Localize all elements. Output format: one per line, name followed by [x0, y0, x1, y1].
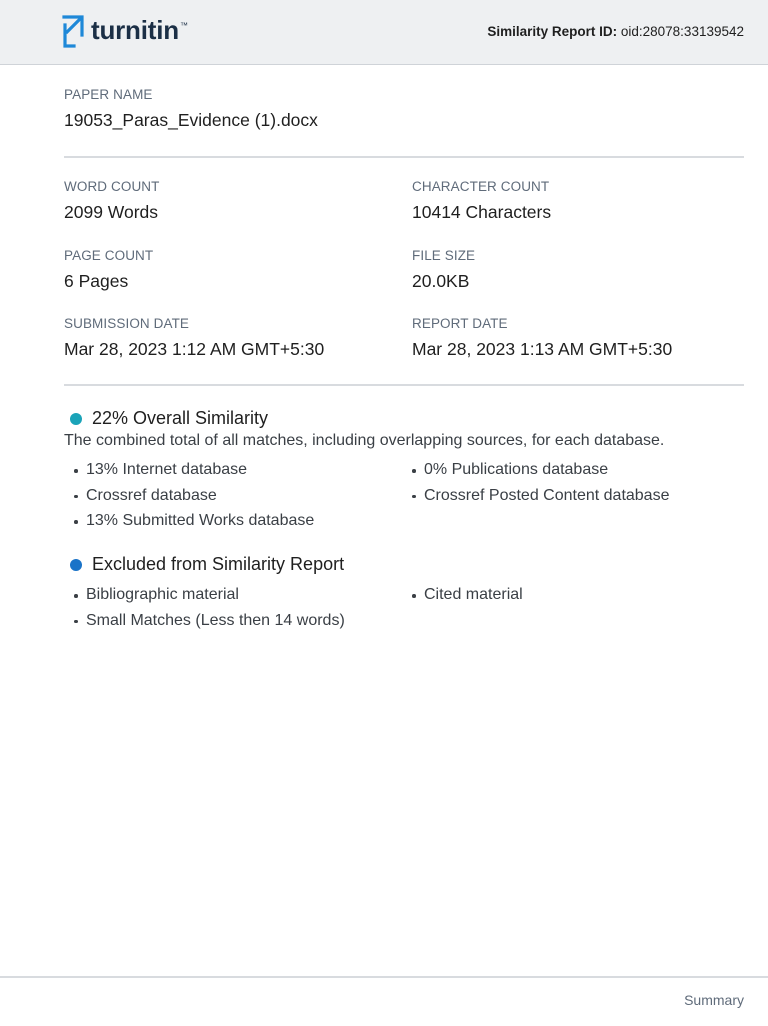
turnitin-logo [62, 13, 188, 49]
excluded-items-left [64, 586, 345, 637]
similarity-report-id [487, 24, 744, 39]
overall-similarity-title: 22% Overall Similarity [92, 408, 269, 428]
report-date-label: REPORT DATE [412, 316, 508, 331]
character-count-value: 10414 Characters [412, 202, 552, 222]
list-item: Crossref database [64, 487, 314, 513]
excluded-title: Excluded from Similarity Report [92, 554, 345, 574]
similarity-sources-left [64, 461, 314, 538]
page-count-label: PAGE COUNT [64, 248, 154, 263]
page-count-value: 6 Pages [64, 271, 129, 291]
list-item: 13% Submitted Works database [64, 512, 314, 538]
list-item: Crossref Posted Content database [402, 487, 669, 513]
report-id-value: oid:28078:33139542 [620, 24, 744, 39]
list-item: Small Matches (Less then 14 words) [64, 612, 345, 638]
report-id-label: Similarity Report ID: [487, 24, 618, 39]
logo-trademark: ™ [179, 20, 188, 30]
report-header [0, 0, 768, 65]
list-item: 13% Internet database [64, 461, 314, 487]
file-size-value: 20.0KB [412, 271, 470, 291]
submission-date-label: SUBMISSION DATE [64, 316, 190, 331]
list-item: 0% Publications database [402, 461, 669, 487]
paper-name-value: 19053_Paras_Evidence (1).docx [64, 110, 318, 130]
character-count-label: CHARACTER COUNT [412, 179, 550, 194]
list-item: Bibliographic material [64, 586, 345, 612]
submission-date-field [64, 316, 324, 360]
file-size-field [412, 248, 475, 292]
report-date-value: Mar 28, 2023 1:13 AM GMT+5:30 [412, 339, 673, 359]
word-count-label: WORD COUNT [64, 179, 160, 194]
divider [64, 384, 744, 386]
report-date-field [412, 316, 672, 360]
footer-summary-label: Summary [684, 992, 744, 1008]
submission-date-value: Mar 28, 2023 1:12 AM GMT+5:30 [64, 339, 325, 359]
similarity-description: The combined total of all matches, including overlapping sources, for each database. [64, 432, 665, 449]
excluded-dot-icon [70, 559, 82, 571]
excluded-items-right [402, 586, 523, 612]
page-count-field [64, 248, 153, 292]
character-count-field [412, 179, 551, 223]
similarity-sources-right [402, 461, 669, 512]
logo-wordmark: turnitin [91, 14, 179, 45]
file-size-label: FILE SIZE [412, 248, 476, 263]
divider [64, 156, 744, 158]
list-item: Cited material [402, 586, 523, 612]
overall-similarity-heading [70, 408, 268, 429]
turnitin-logo-icon [62, 13, 86, 49]
similarity-dot-icon [70, 413, 82, 425]
word-count-value: 2099 Words [64, 202, 159, 222]
page-footer [0, 976, 768, 1026]
paper-name-field [64, 87, 318, 131]
paper-name-label: PAPER NAME [64, 87, 153, 102]
excluded-heading [70, 554, 344, 575]
word-count-field [64, 179, 160, 223]
